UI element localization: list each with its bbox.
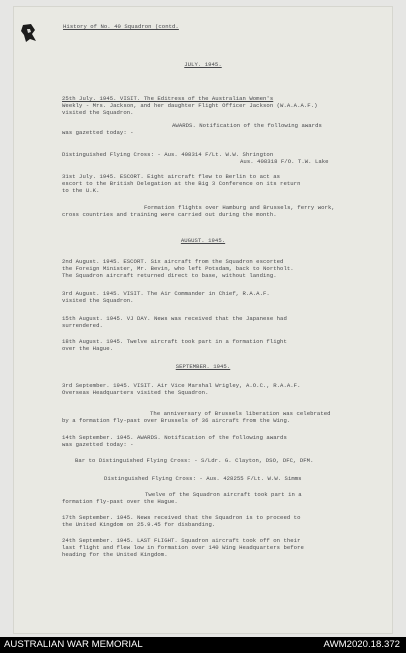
august-entry-line: 2nd August. 1945. ESCORT. Six aircraft from the Squadron escorted [62, 258, 284, 265]
july-entry-line: was gazetted today: - [62, 129, 134, 136]
july-award-line: Distinguished Flying Cross: - Aus. 408314 F/Lt. W.W. Shrington [62, 151, 274, 158]
july-award-line: Aus. 408318 F/O. T.W. Lake [240, 158, 329, 165]
july-entry-line: Formation flights over Hamburg and Brussels, ferry work, [144, 204, 335, 211]
august-entry-line: 3rd August. 1945. VISIT. The Air Commander in Chief, R.A.A.F. [62, 290, 270, 297]
september-entry-line: formation fly-past over the Hague. [62, 498, 178, 505]
september-entry-line: by a formation fly-past over Brussels of 36 aircraft from the Wing. [62, 417, 291, 424]
august-entry-line: over the Hague. [62, 345, 114, 352]
month-heading-august: AUGUST. 1945. [180, 237, 226, 244]
september-entry-line: the United Kingdom on 25.9.45 for disbanding. [62, 521, 216, 528]
september-entry-line: heading for the United Kingdom. [62, 551, 168, 558]
july-entry-line: visited the Squadron. [62, 109, 134, 116]
september-entry-line: Overseas Headquarters visited the Squadron. [62, 389, 209, 396]
document-header: History of No. 40 Squadron (contd. [63, 23, 179, 30]
july-entry-line: escort to the British Delegation at the Big 3 Conference on its return [62, 180, 301, 187]
month-heading-september: SEPTEMBER. 1945. [175, 363, 231, 370]
september-entry-line: 3rd September. 1945. VISIT. Air Vice Marshal Wrigley, A.O.C., R.A.A.F. [62, 382, 301, 389]
september-award-line: Bar to Distinguished Flying Cross: - S/Ldr. G. Clayton, DSO, DFC, DFM. [75, 457, 314, 464]
july-entry-line: 25th July. 1945. VISIT. The Editress of the Australian Women's [62, 95, 274, 102]
september-entry-line: The anniversary of Brussels liberation was celebrated [150, 410, 331, 417]
july-entry-line: to the U.K. [62, 187, 100, 194]
footer-source-label: AUSTRALIAN WAR MEMORIAL [4, 639, 143, 650]
july-entry-line: AWARDS. Notification of the following awards [172, 122, 322, 129]
september-entry-line: 24th September. 1945. LAST FLIGHT. Squadron aircraft took off on their [62, 537, 301, 544]
july-entry-line: 31st July. 1945. ESCORT. Eight aircraft flew to Berlin to act as [62, 173, 281, 180]
month-heading-july: JULY. 1945. [184, 61, 222, 68]
august-entry-line: 15th August. 1945. VJ DAY. News was received that the Japanese had [62, 315, 287, 322]
september-entry-line: 17th September. 1945. News received that the Squadron is to proceed to [62, 514, 301, 521]
september-entry-line: 14th September. 1945. AWARDS. Notification of the following awards [62, 434, 287, 441]
september-entry-line: was gazetted today: - [62, 441, 134, 448]
july-entry-line: cross countries and training were carried out during the month. [62, 211, 277, 218]
august-entry-line: surrendered. [62, 322, 103, 329]
july-entry-line: Weekly - Mrs. Jackson, and her daughter Flight Officer Jackson (W.A.A.A.F.) [62, 102, 318, 109]
august-entry-line: visited the Squadron. [62, 297, 134, 304]
september-entry-line: Twelve of the Squadron aircraft took part in a [145, 491, 302, 498]
august-entry-line: the Foreign Minister, Mr. Bevin, who left Potsdam, back to Northolt. [62, 265, 294, 272]
august-entry-line: 18th August. 1945. Twelve aircraft took part in a formation flight [62, 338, 287, 345]
footer-bar [0, 637, 406, 653]
footer-accession-number: AWM2020.18.372 [323, 639, 400, 650]
september-entry-line: last flight and flew low in formation over 140 Wing Headquarters before [62, 544, 304, 551]
paper-clip-mark [20, 22, 38, 44]
september-award-line: Distinguished Flying Cross: - Aus. 428255 F/Lt. W.W. Simms [104, 475, 302, 482]
august-entry-line: The Squadron aircraft returned direct to base, without landing. [62, 272, 277, 279]
